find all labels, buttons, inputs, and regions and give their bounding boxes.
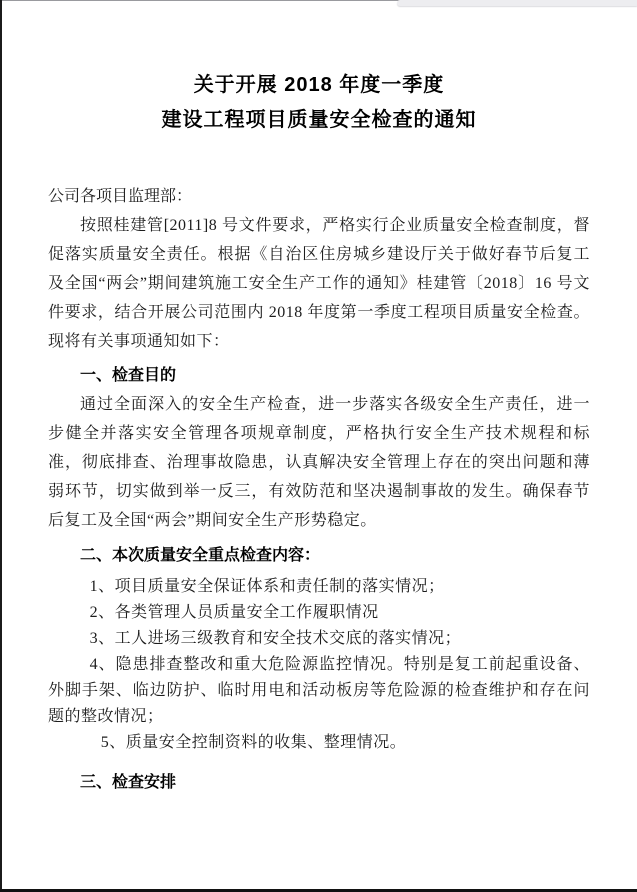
section1-body: 通过全面深入的安全生产检查，进一步落实各级安全生产责任，进一步健全并落实安全管理各项规章制度，严格执行安全生产技术规程和标准，彻底排查、治理事故隐患，认真解决安全管理上存在的突出问题和薄弱环节，切实做到举一反三，有效防范和坚决遏制事故的发生。确保春节后复工及全国“两会”期间安全生产形势稳定。 bbox=[48, 396, 590, 529]
section-heading-1: 一、检查目的 bbox=[80, 367, 177, 384]
page-top-edge-line bbox=[0, 0, 400, 1]
salutation: 公司各项目监理部： bbox=[48, 188, 193, 205]
checklist-item-1: 1、项目质量安全保证体系和责任制的落实情况； bbox=[89, 578, 445, 595]
scan-corner-strip bbox=[397, 0, 637, 6]
checklist-item-3: 3、工人进场三级教育和安全技术交底的落实情况； bbox=[89, 630, 462, 647]
document-content bbox=[0, 68, 637, 797]
checklist-item-2: 2、各类管理人员质量安全工作履职情况 bbox=[89, 604, 379, 621]
document-title-line1: 关于开展 2018 年度一季度 bbox=[193, 74, 445, 96]
checklist-item-4: 4、隐患排查整改和重大危险源监控情况。特别是复工前起重设备、外脚手架、临边防护、临时用电和活动板房等危险源的检查维护和存在问题的整改情况； bbox=[48, 656, 590, 725]
section-heading-3: 三、检查安排 bbox=[80, 774, 177, 791]
document-title-line2: 建设工程项目质量安全检查的通知 bbox=[161, 109, 477, 131]
document-title bbox=[48, 68, 590, 138]
section-heading-2: 二、本次质量安全重点检查内容： bbox=[80, 547, 321, 564]
intro-paragraph: 按照桂建管[2011]8 号文件要求，严格实行企业质量安全检查制度，督促落实质量安全责任。根据《自治区住房城乡建设厅关于做好春节后复工及全国“两会”期间建筑施工安全生产工作的通知》桂建管〔2018〕16 号文件要求，结合开展公司范围内 2018 年度第一季度工程项目质量安全检查。现将有关事项通知如下： bbox=[48, 217, 590, 350]
checklist bbox=[48, 574, 590, 756]
checklist-item-5: 5、质量安全控制资料的收集、整理情况。 bbox=[100, 734, 407, 751]
